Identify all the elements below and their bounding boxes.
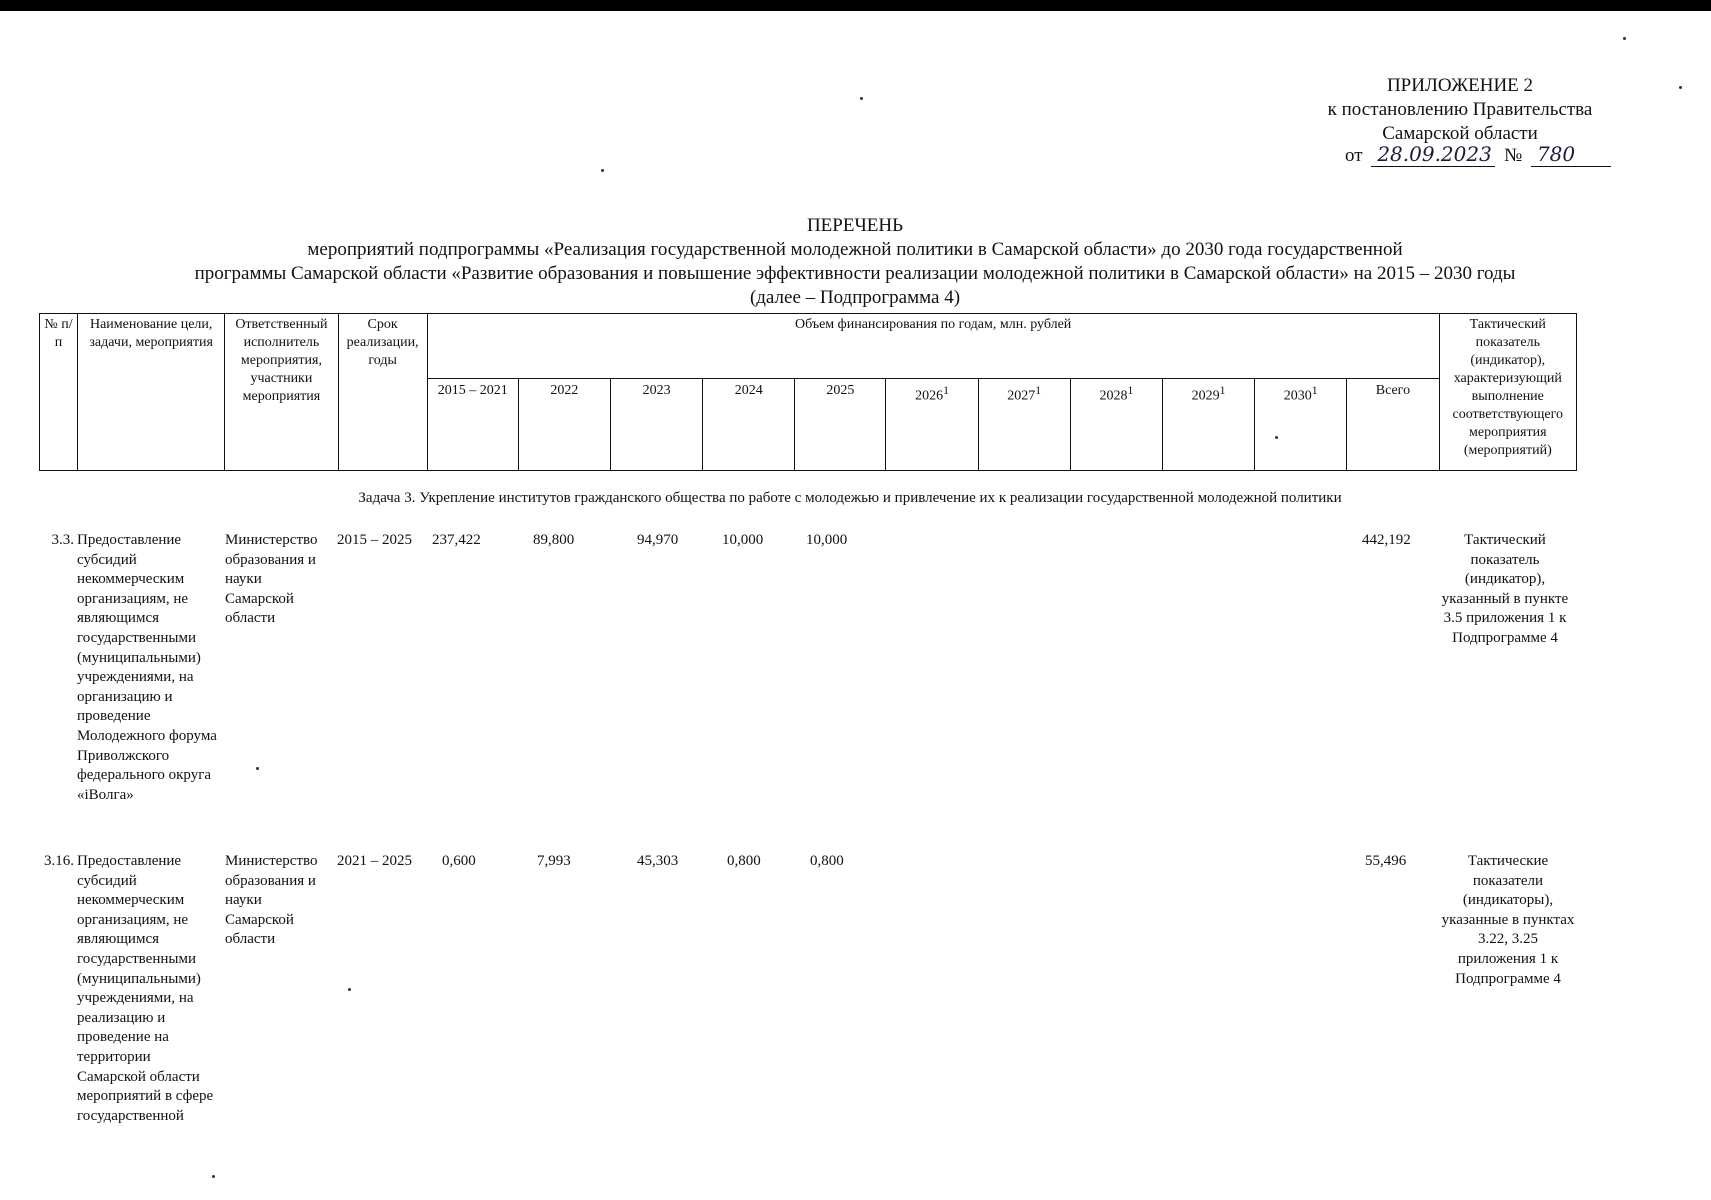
row-y2025: 0,800 bbox=[810, 853, 844, 869]
col-header-year-2026: 2026$^1$ bbox=[886, 379, 978, 471]
row-indicator: Тактический показатель (индикатор), указанный в пункте 3.5 приложения 1 к Подпрограмме 4 bbox=[1441, 532, 1569, 646]
row-y2015-2021: 0,600 bbox=[442, 853, 476, 869]
scan-speck bbox=[1275, 436, 1278, 439]
col-header-term: Срок реализации, годы bbox=[338, 314, 427, 471]
col-header-year-2028: 2028$^1$ bbox=[1070, 379, 1162, 471]
row-total: 442,192 bbox=[1362, 532, 1411, 548]
col-header-year-2027: 2027$^1$ bbox=[978, 379, 1070, 471]
row-y2023: 45,303 bbox=[637, 853, 679, 869]
row-number: 3.16. bbox=[44, 853, 74, 869]
col-header-no: № п/п bbox=[40, 314, 78, 471]
col-header-year-2029: 2029$^1$ bbox=[1162, 379, 1254, 471]
date-prefix: от bbox=[1345, 145, 1363, 166]
scan-speck bbox=[348, 988, 351, 991]
col-header-total: Всего bbox=[1347, 379, 1439, 471]
scan-speck bbox=[1679, 86, 1682, 89]
scan-speck bbox=[860, 97, 863, 100]
number-prefix: № bbox=[1504, 145, 1523, 166]
col-header-responsible: Ответственный исполнитель мероприятия, участники мероприятия bbox=[225, 314, 338, 471]
col-header-year-2024: 2024 bbox=[703, 379, 795, 471]
scan-speck bbox=[601, 169, 604, 172]
appendix-line-2: к постановлению Правительства bbox=[1327, 99, 1593, 120]
row-responsible: Министерство образования и науки Самарской области bbox=[225, 532, 318, 627]
appendix-line-3: Самарской области bbox=[1382, 123, 1538, 144]
row-name: Предоставление субсидий некоммерческим организациям, не являющимся государственными (муниципальными) учреждениями, на реализацию и проведение на территории Самарской области мероприятий в сфере государственной bbox=[77, 853, 214, 1124]
row-indicator: Тактические показатели (индикаторы), указанные в пунктах 3.22, 3.25 приложения 1 к Подпрограмме 4 bbox=[1441, 853, 1575, 987]
heading-line-2: программы Самарской области «Развитие образования и повышение эффективности реализации молодежной политики в Самарской области» на 2015 – 2030 годы bbox=[194, 263, 1516, 284]
row-y2025: 10,000 bbox=[806, 532, 848, 548]
row-total: 55,496 bbox=[1365, 853, 1407, 869]
row-y2022: 7,993 bbox=[537, 853, 571, 869]
row-y2024: 10,000 bbox=[722, 532, 764, 548]
row-y2023: 94,970 bbox=[637, 532, 679, 548]
col-header-year-2030: 2030$^1$ bbox=[1255, 379, 1347, 471]
col-header-funding: Объем финансирования по годам, млн. рублей bbox=[427, 314, 1439, 379]
col-header-year-2025: 2025 bbox=[795, 379, 886, 471]
appendix-title: ПРИЛОЖЕНИЕ 2 bbox=[1386, 75, 1534, 96]
row-responsible: Министерство образования и науки Самарской области bbox=[225, 853, 318, 948]
row-term: 2015 – 2025 bbox=[337, 532, 412, 548]
handwritten-number: 780 bbox=[1531, 142, 1611, 167]
decree-date-number bbox=[1345, 142, 1615, 167]
scan-speck bbox=[1623, 37, 1626, 40]
scan-speck bbox=[212, 1175, 215, 1178]
funding-table-header bbox=[39, 313, 1577, 471]
row-number: 3.3. bbox=[51, 532, 74, 548]
heading-line-3: (далее – Подпрограмма 4) bbox=[749, 287, 961, 308]
row-term: 2021 – 2025 bbox=[337, 853, 412, 869]
scan-speck bbox=[256, 767, 259, 770]
document-title: ПЕРЕЧЕНЬ bbox=[806, 215, 904, 236]
col-header-year-2022: 2022 bbox=[518, 379, 610, 471]
scan-top-edge bbox=[0, 0, 1711, 11]
row-name: Предоставление субсидий некоммерческим организациям, не являющимся государственными (муниципальными) учреждениями, на организацию и проведение Молодежного форума Приволжского федерального округа «iВолга» bbox=[77, 532, 217, 803]
task-title: Задача 3. Укрепление институтов гражданского общества по работе с молодежью и привлечение их к реализации государственной молодежной политики bbox=[358, 490, 1342, 506]
appendix-header bbox=[1300, 74, 1620, 146]
col-header-indicator: Тактический показатель (индикатор), характеризующий выполнение соответствующего мероприятия (мероприятий) bbox=[1439, 314, 1576, 471]
col-header-year-2023: 2023 bbox=[611, 379, 703, 471]
row-y2015-2021: 237,422 bbox=[432, 532, 481, 548]
document-heading bbox=[150, 214, 1560, 310]
col-header-year-2015-2021: 2015 – 2021 bbox=[427, 379, 518, 471]
row-y2022: 89,800 bbox=[533, 532, 575, 548]
row-y2024: 0,800 bbox=[727, 853, 761, 869]
handwritten-date: 28.09.2023 bbox=[1371, 142, 1495, 167]
col-header-name: Наименование цели, задачи, мероприятия bbox=[78, 314, 225, 471]
heading-line-1: мероприятий подпрограммы «Реализация государственной молодежной политики в Самарской области» до 2030 года государственной bbox=[307, 239, 1403, 260]
